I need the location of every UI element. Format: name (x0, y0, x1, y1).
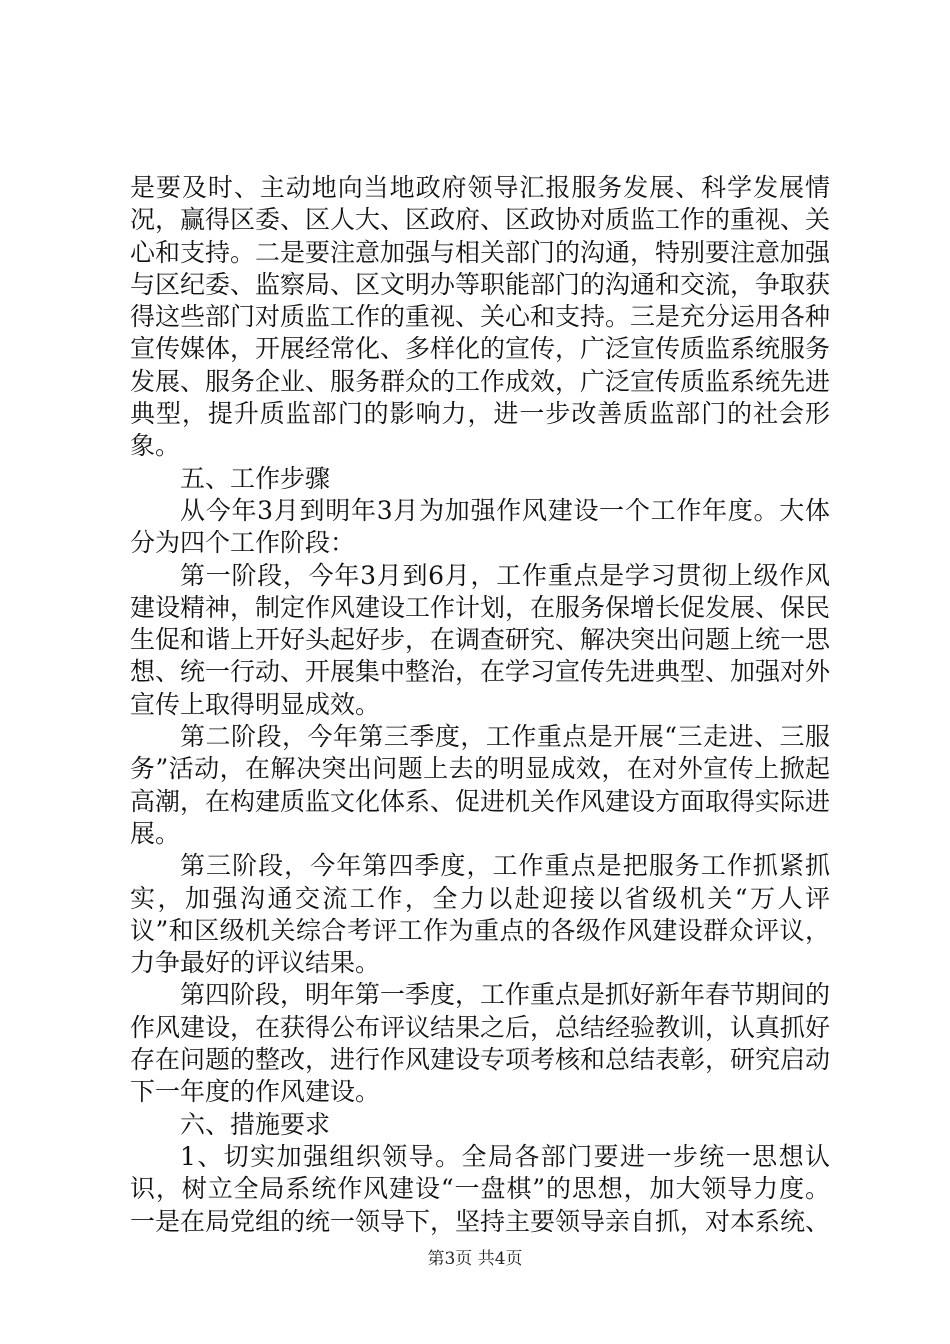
paragraph: 1、切实加强组织领导。全局各部门要进一步统一思想认识，树立全局系统作风建设“一盘棋”的思想，加大领导力度。一是在局党组的统一领导下，坚持主要领导亲自抓，对本系统、 (130, 1141, 831, 1236)
paragraph: 是要及时、主动地向当地政府领导汇报服务发展、科学发展情况，赢得区委、区人大、区政府、区政协对质监工作的重视、关心和支持。二是要注意加强与相关部门的沟通，特别要注意加强与区纪委、监察局、区文明办等职能部门的沟通和交流，争取获得这些部门对质监工作的重视、关心和支持。三是充分运用各种宣传媒体，开展经常化、多样化的宣传，广泛宣传质监系统服务发展、服务企业、服务群众的工作成效，广泛宣传质监系统先进典型，提升质监部门的影响力，进一步改善质监部门的社会形象。 (130, 173, 831, 461)
section-heading: 五、工作步骤 (180, 463, 331, 493)
page-number-footer: 第3页 共4页 (427, 1249, 523, 1269)
document-body (130, 172, 830, 1238)
section-heading: 六、措施要求 (180, 1109, 331, 1139)
paragraph: 第四阶段，明年第一季度，工作重点是抓好新年春节期间的作风建设，在获得公布评议结果之后，总结经验教训，认真抓好存在问题的整改，进行作风建设专项考核和总结表彰，研究启动下一年度的作风建设。 (130, 980, 831, 1107)
paragraph: 第二阶段，今年第三季度，工作重点是开展“三走进、三服务”活动，在解决突出问题上去的明显成效，在对外宣传上掀起高潮，在构建质监文化体系、促进机关作风建设方面取得实际进展。 (130, 722, 831, 848)
paragraph: 第一阶段，今年3月到6月，工作重点是学习贯彻上级作风建设精神，制定作风建设工作计划，在服务保增长促发展、保民生促和谐上开好头起好步，在调查研究、解决突出问题上统一思想、统一行动、开展集中整治，在学习宣传先进典型、加强对外宣传上取得明显成效。 (130, 560, 831, 719)
paragraph: 从今年3月到明年3月为加强作风建设一个工作年度。大体分为四个工作阶段： (130, 495, 830, 558)
paragraph: 第三阶段，今年第四季度，工作重点是把服务工作抓紧抓实，加强沟通交流工作，全力以赴迎接以省级机关“万人评议”和区级机关综合考评工作为重点的各级作风建设群众评议，力争最好的评议结果。 (130, 851, 830, 978)
